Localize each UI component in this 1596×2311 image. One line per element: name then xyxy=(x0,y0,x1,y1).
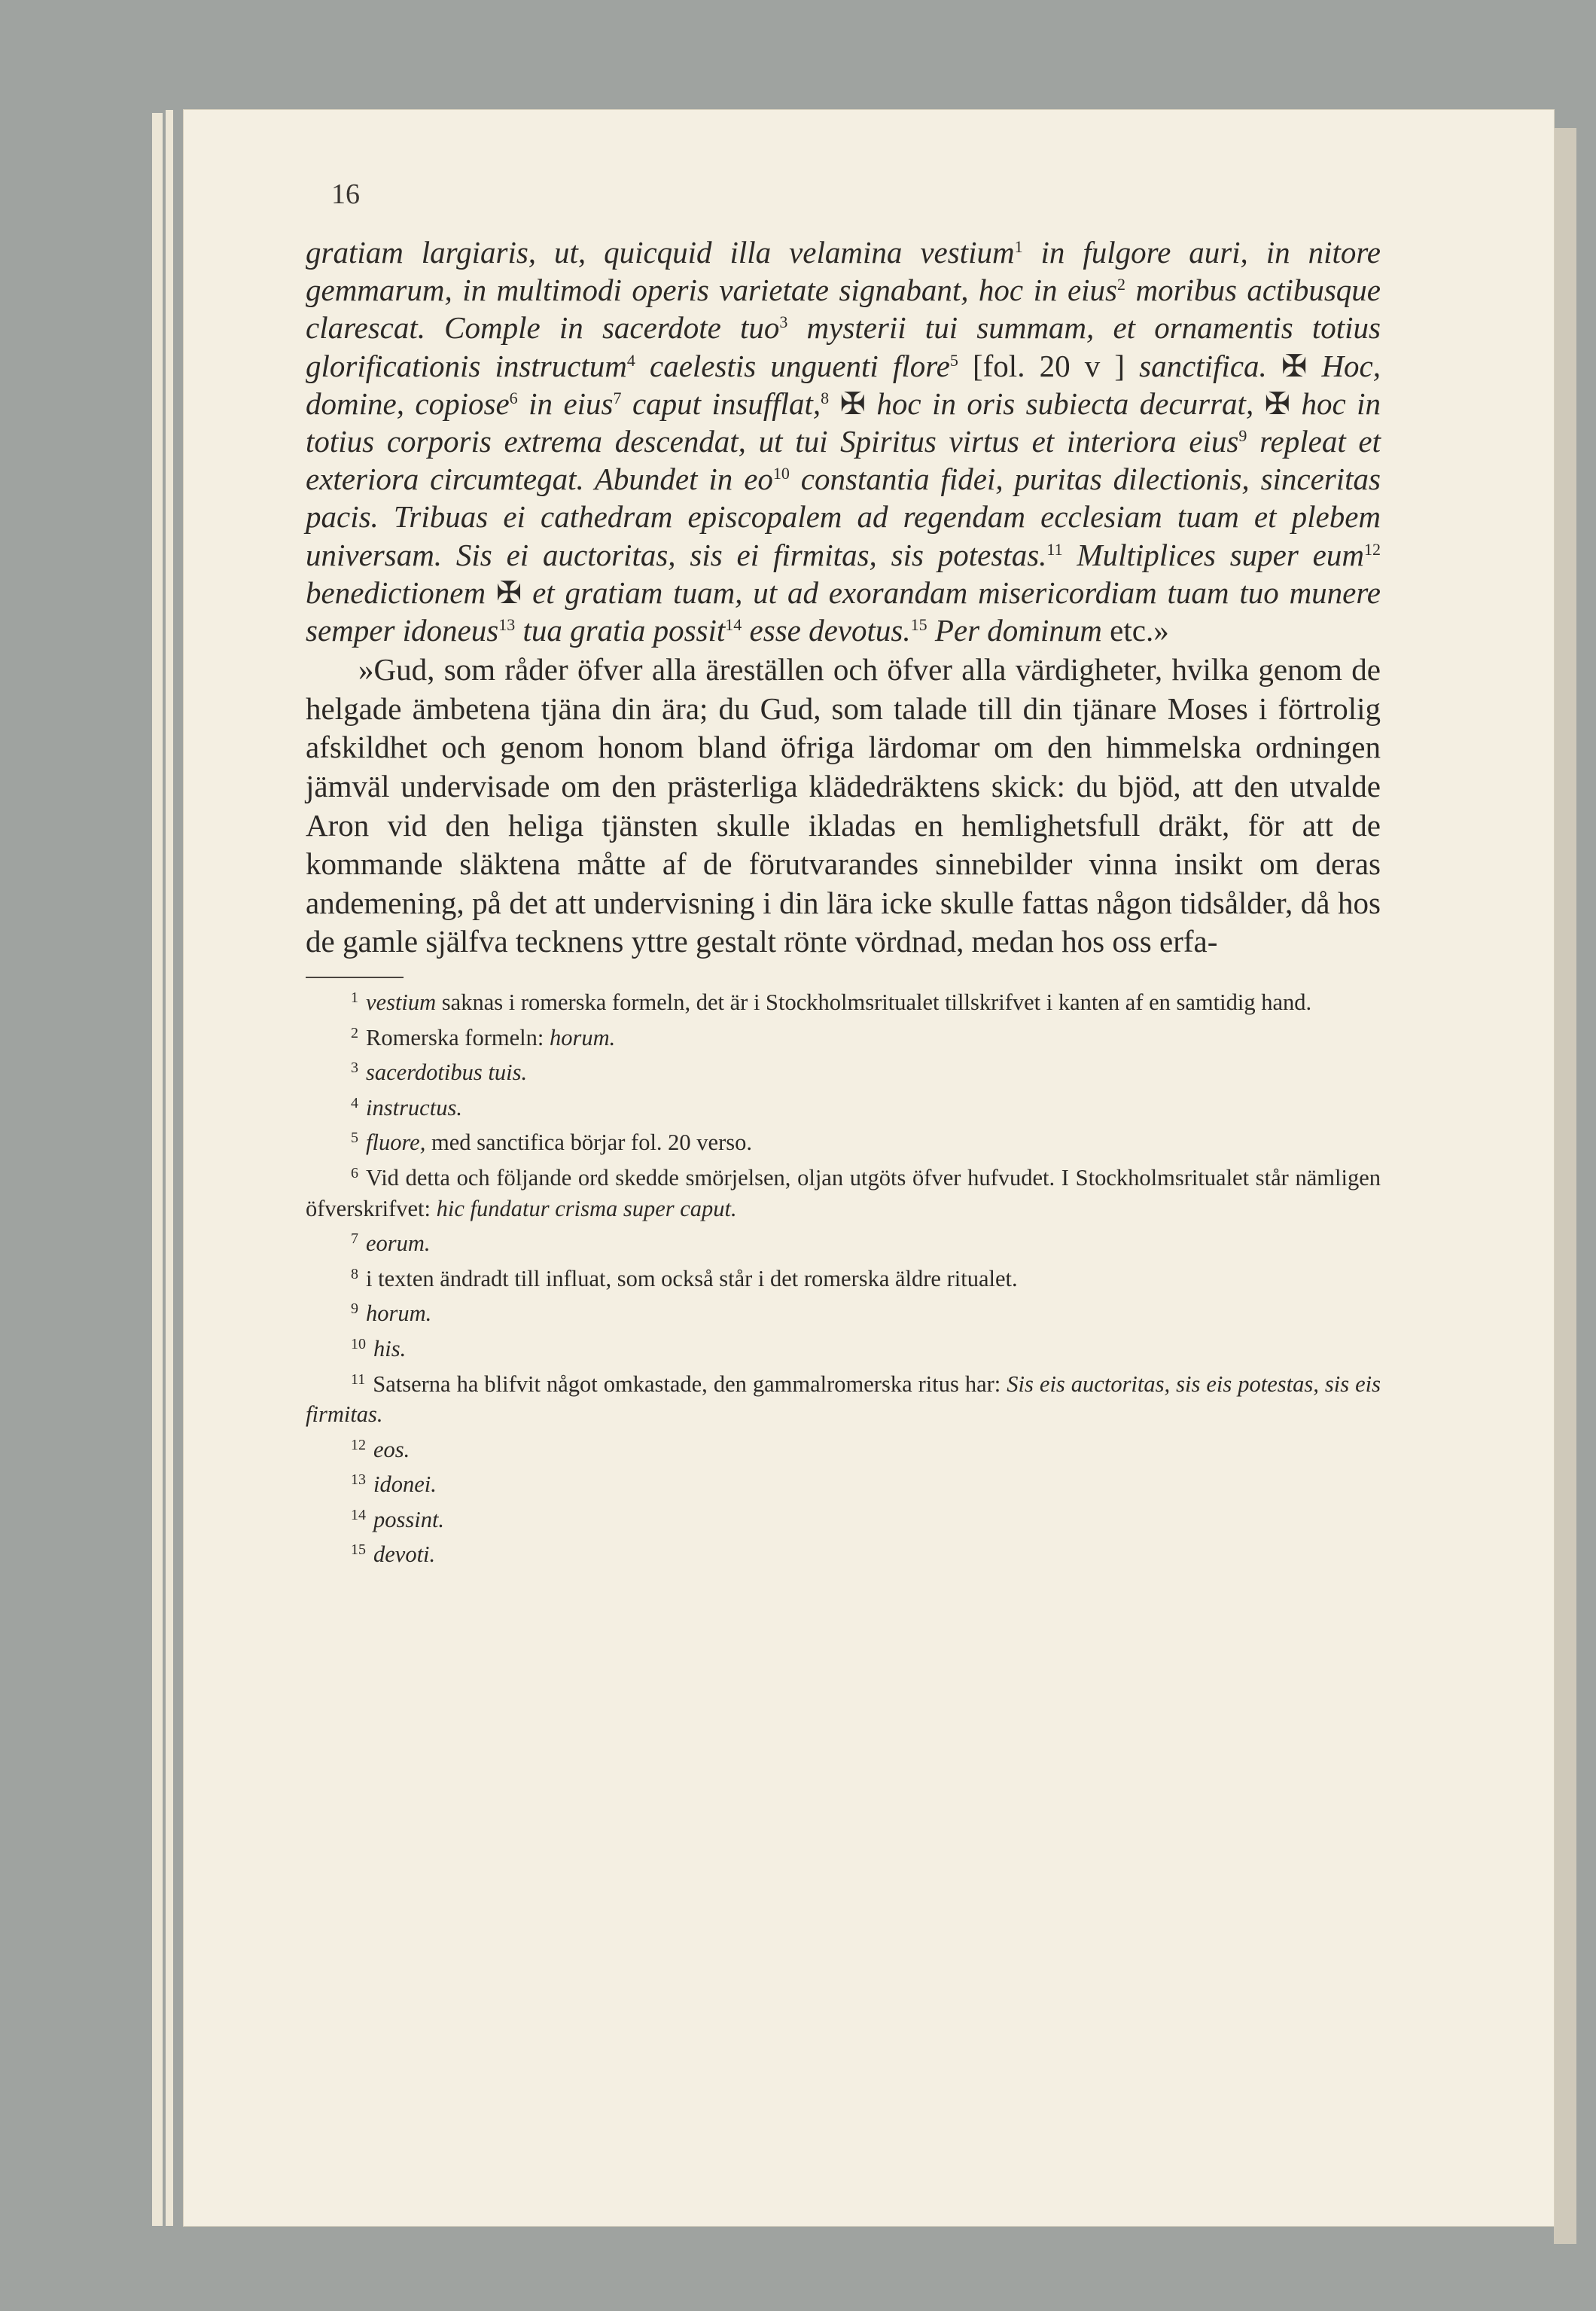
footnote-italic: hic fundatur crisma super caput. xyxy=(436,1195,737,1221)
footnote-ref: 12 xyxy=(1363,539,1381,559)
latin-text: hoc in oris subiecta decurrat, xyxy=(865,386,1265,421)
footnote-ref: 5 xyxy=(949,350,958,370)
cross-icon: ✠ xyxy=(1264,386,1291,421)
footnote-item xyxy=(306,1123,1381,1158)
footnote-item xyxy=(306,1500,1381,1535)
footnote-ref: 2 xyxy=(1117,275,1126,294)
footnote-ref: 7 xyxy=(613,388,622,407)
footnote-text: saknas i romerska formeln, det är i Stockholmsritualet tillskrifvet i kanten af en samtidig hand. xyxy=(436,989,1312,1015)
folio-reference: [fol. 20 v ] xyxy=(958,348,1140,383)
latin-text: tua gratia possit xyxy=(515,613,726,648)
page-edge xyxy=(152,113,163,2226)
latin-text: esse devotus. xyxy=(742,613,911,648)
footnote-ref: 4 xyxy=(626,350,635,370)
footnote-item xyxy=(306,1535,1381,1570)
footnote-item xyxy=(306,1088,1381,1123)
latin-text: moribus actibusque clarescat. Comple in sacerdote tuo xyxy=(306,273,1381,346)
latin-text: et gratiam tuam, ut ad exorandam misericordiam tuam tuo munere semper idoneus xyxy=(306,575,1381,648)
footnote-item xyxy=(306,1053,1381,1088)
latin-text: in eius xyxy=(517,386,614,421)
footnote-italic: horum. xyxy=(549,1024,616,1050)
footnote-item xyxy=(306,1224,1381,1259)
footnote-number: 5 xyxy=(351,1130,358,1147)
footnote-number: 6 xyxy=(351,1164,358,1181)
footnote-italic: his. xyxy=(373,1335,407,1361)
latin-text: mysterii tui summam, et ornamentis totius glorificationis instructum xyxy=(306,310,1381,383)
footnote-ref: 15 xyxy=(910,615,927,635)
footnote-italic: possint. xyxy=(373,1506,445,1532)
cross-icon: ✠ xyxy=(1281,348,1308,383)
footnote-item xyxy=(306,1158,1381,1224)
latin-text: sanctifica. xyxy=(1139,348,1281,383)
latin-text: Hoc, domine, copiose xyxy=(306,348,1381,421)
footnote-number: 10 xyxy=(351,1335,366,1352)
footnote-number: 2 xyxy=(351,1024,358,1041)
footnote-divider xyxy=(306,977,404,978)
footnote-italic: eos. xyxy=(373,1436,410,1462)
latin-text: gratiam largiaris, ut, quicquid illa velamina vestium xyxy=(306,235,1015,270)
footnote-text: Vid detta och följande ord skedde smörjelsen, oljan utgöts öfver hufvudet. I Stockholmsritualet står nämligen öfverskrifvet: xyxy=(306,1164,1381,1221)
latin-text: Multiplices super eum xyxy=(1062,537,1364,572)
footnote-item xyxy=(306,1465,1381,1500)
latin-text: in fulgore auri, in nitore gemmarum, in multimodi operis varietate signabant, hoc in eius xyxy=(306,235,1381,308)
footnote-number: 12 xyxy=(351,1436,366,1453)
page-number: 16 xyxy=(331,178,360,210)
footnote-item xyxy=(306,1018,1381,1053)
footnote-italic: fluore, xyxy=(366,1130,426,1156)
latin-prayer xyxy=(306,233,1381,649)
latin-text: repleat et exteriora circumtegat. Abundet in eo xyxy=(306,424,1381,497)
footnote-number: 13 xyxy=(351,1471,366,1489)
footnote-text: i texten ändradt till influat, som också står i det romerska äldre ritualet. xyxy=(366,1265,1018,1291)
footnote-ref: 1 xyxy=(1014,237,1023,256)
footnote-ref: 6 xyxy=(509,388,518,407)
latin-text: benedictionem xyxy=(306,575,496,610)
footnotes xyxy=(306,983,1381,1570)
footnote-number: 14 xyxy=(351,1506,366,1523)
footnote-ref: 13 xyxy=(498,615,516,635)
footnote-number: 1 xyxy=(351,989,358,1006)
footnote-text: Satserna ha blifvit något omkastade, den gammalromerska ritus har: xyxy=(373,1370,1007,1397)
footnote-italic: Sis eis auctoritas, sis eis potestas, sis eis firmitas. xyxy=(306,1370,1381,1428)
latin-text: caelestis unguenti flore xyxy=(635,348,950,383)
footnote-item xyxy=(306,1329,1381,1364)
footnote-italic: devoti. xyxy=(373,1541,436,1568)
footnote-number: 15 xyxy=(351,1541,366,1559)
footnote-item xyxy=(306,1430,1381,1465)
footnote-text: med sanctifica börjar fol. 20 verso. xyxy=(425,1130,752,1156)
footnote-italic: instructus. xyxy=(366,1094,462,1120)
footnote-italic: sacerdotibus tuis. xyxy=(366,1059,528,1086)
page-edge-right xyxy=(1554,128,1576,2244)
footnote-ref: 9 xyxy=(1238,426,1247,446)
swedish-translation: »Gud, som råder öfver alla äreställen och öfver alla värdigheter, hvilka genom de helgade ämbetena tjäna din ära; du Gud, som talade till din tjänare Moses i förtrolig afskildhet och genom honom bland öfriga lärdomar om den himmelska ordningen jämväl undervisade om den prästerliga klädedräktens skick: du bjöd, att den utvalde Aron vid den heliga tjänsten skulle ikladas en hemlighetsfull dräkt, för att de kommande släktena måtte af de förutvarandes sinnebilder vinna insikt om deras andemening, på det att undervisning i din lära icke skulle fattas någon tidsålder, då hos de gamle själfva tecknens yttre gestalt rönte vördnad, medan hos oss erfa- xyxy=(306,652,1381,959)
latin-text: hoc in totius corporis extrema descendat, ut tui Spiritus virtus et interiora eius xyxy=(306,386,1381,459)
footnote-number: 3 xyxy=(351,1059,358,1077)
footnote-italic: eorum. xyxy=(366,1230,431,1257)
cross-icon: ✠ xyxy=(495,575,522,610)
footnote-ref: 11 xyxy=(1046,539,1063,559)
footnote-item xyxy=(306,1294,1381,1329)
footnote-ref: 10 xyxy=(772,464,790,483)
cross-icon: ✠ xyxy=(839,386,866,421)
footnote-number: 7 xyxy=(351,1230,358,1248)
footnote-ref: 14 xyxy=(725,615,742,635)
footnote-number: 4 xyxy=(351,1094,358,1111)
footnote-italic: vestium xyxy=(366,989,437,1015)
latin-text: Per dominum xyxy=(927,613,1102,648)
footnote-item xyxy=(306,1259,1381,1294)
footnote-ref: 3 xyxy=(779,313,788,332)
footnote-number: 11 xyxy=(351,1370,366,1388)
footnote-number: 8 xyxy=(351,1265,358,1282)
footnote-item xyxy=(306,983,1381,1018)
page-edge xyxy=(166,110,173,2226)
footnote-ref: 8 xyxy=(821,388,830,407)
latin-text: constantia fidei, puritas dilectionis, sinceritas pacis. Tribuas ei cathedram episcopalem ad regendam ecclesiam tuam et plebem universam. Sis ei auctoritas, sis ei firmitas, sis potestas. xyxy=(306,462,1381,572)
latin-text: etc.» xyxy=(1101,613,1169,648)
latin-text: caput insufflat, xyxy=(621,386,821,421)
footnote-item xyxy=(306,1364,1381,1430)
footnote-italic: horum. xyxy=(366,1300,432,1327)
footnote-italic: idonei. xyxy=(373,1471,437,1498)
page-body xyxy=(306,233,1381,1570)
footnote-text: Romerska formeln: xyxy=(366,1024,550,1050)
footnote-number: 9 xyxy=(351,1300,358,1318)
